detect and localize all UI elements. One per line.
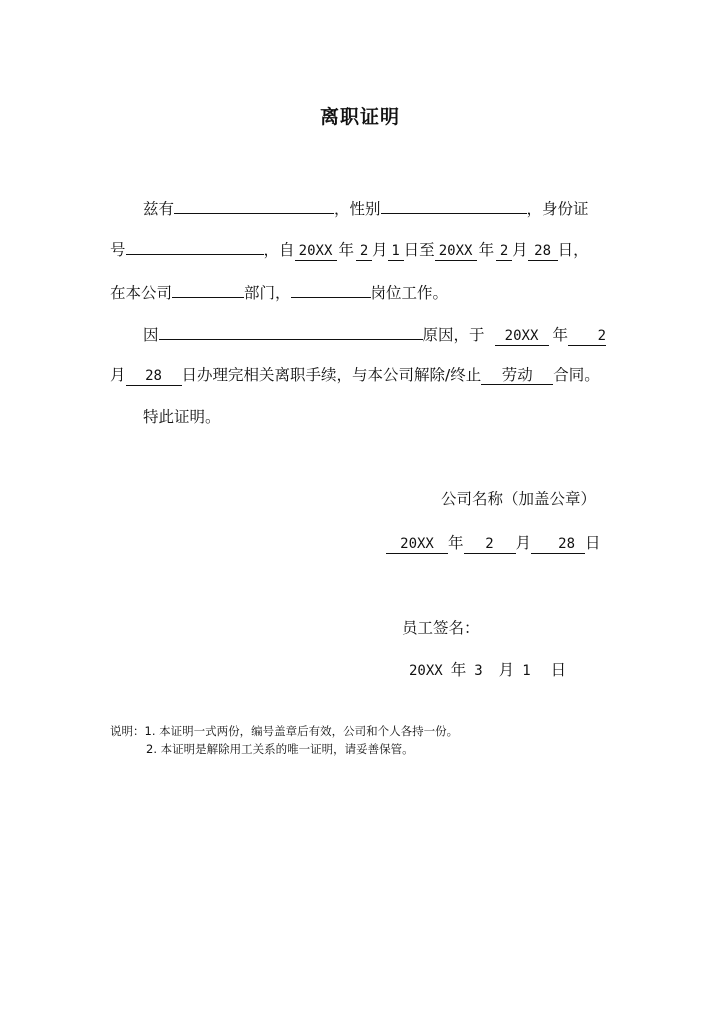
employee-date	[409, 660, 566, 681]
text-gangwei: 岗位工作。	[370, 284, 449, 302]
start-month: 2	[356, 243, 372, 261]
text-zi: ，自	[263, 241, 295, 259]
text-nian: 年	[478, 241, 495, 259]
note-line-1: 说明：1. 本证明一式两份，编号盖章后有效，公司和个人各持一份。	[110, 724, 459, 738]
text-yue: 月	[515, 534, 532, 552]
text-yuanyin: 原因，于	[422, 326, 485, 344]
text-line-6: 特此证明。	[143, 408, 221, 426]
end-year: 20XX	[435, 243, 477, 261]
blank-reason[interactable]	[159, 322, 423, 340]
text-rizhi: 日至	[403, 241, 435, 259]
company-name-label: 公司名称（加盖公章）	[441, 490, 597, 508]
leave-day: 28	[126, 368, 182, 386]
text-yue: 月	[372, 241, 388, 259]
text-zaibengongsi: 在本公司	[110, 284, 173, 302]
text-yue: 月	[110, 366, 126, 384]
employee-month: 3	[474, 663, 483, 679]
text-ri: 日，	[557, 241, 589, 259]
text-yue: 月	[498, 661, 515, 679]
text-nian: 年	[338, 241, 355, 259]
employee-year: 20XX	[409, 663, 443, 679]
text-nian: 年	[448, 534, 464, 552]
text-xingbie: ，性别	[334, 200, 381, 218]
blank-department[interactable]	[172, 280, 244, 298]
text-yue: 月	[512, 241, 528, 259]
start-day: 1	[388, 243, 404, 261]
text-ziyou: 兹有	[143, 200, 175, 218]
blank-gender[interactable]	[381, 196, 527, 214]
leave-year: 20XX	[495, 328, 549, 346]
text-line-5	[110, 365, 600, 386]
start-year: 20XX	[295, 243, 337, 261]
company-year: 20XX	[386, 536, 448, 554]
text-ri: 日	[550, 661, 567, 679]
leave-month: 2	[568, 328, 606, 346]
text-nian: 年	[552, 326, 569, 344]
employee-signature-label: 员工签名：	[402, 619, 480, 637]
text-hetong: 合同。	[553, 366, 600, 384]
employee-day: 1	[522, 663, 531, 679]
text-nian: 年	[450, 661, 467, 679]
document-title: 离职证明	[319, 106, 400, 128]
text-banli: 日办理完相关离职手续，与本公司解除/终止	[181, 366, 482, 384]
text-shenfenzheng: ，身份证	[526, 200, 589, 218]
company-month: 2	[464, 536, 516, 554]
end-month: 2	[496, 243, 512, 261]
note-line-2: 2. 本证明是解除用工关系的唯一证明，请妥善保管。	[146, 742, 414, 756]
text-line-3	[110, 280, 448, 303]
text-line-1	[143, 196, 589, 219]
text-yin: 因	[143, 326, 159, 344]
text-line-4	[143, 322, 606, 346]
text-hao: 号	[110, 241, 126, 259]
blank-name[interactable]	[174, 196, 334, 214]
company-day: 28	[531, 536, 585, 554]
end-day: 28	[528, 243, 558, 261]
text-ri: 日	[585, 534, 601, 552]
blank-id-number[interactable]	[126, 237, 264, 255]
blank-position[interactable]	[291, 280, 371, 298]
text-line-2	[110, 237, 589, 261]
company-date	[386, 533, 601, 554]
text-bumen: 部门，	[244, 284, 291, 302]
contract-type: 劳动	[481, 367, 553, 385]
